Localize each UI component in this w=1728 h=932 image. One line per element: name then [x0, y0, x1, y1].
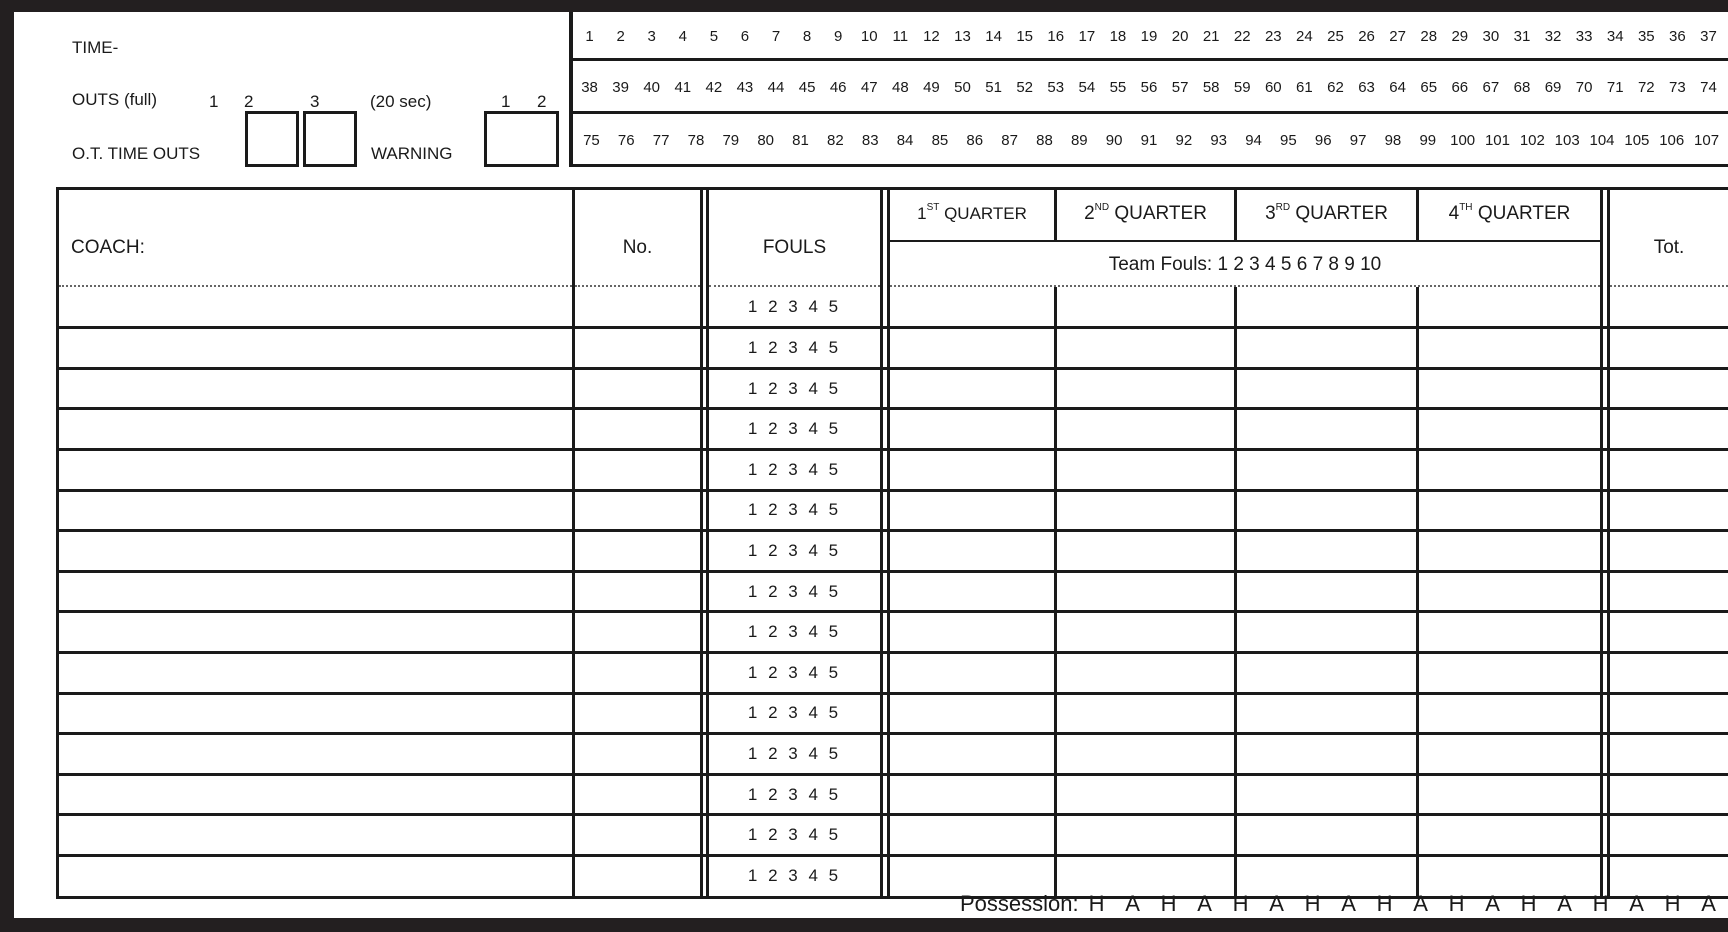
- timeout-number[interactable]: 34: [1606, 28, 1624, 45]
- possession-mark[interactable]: H: [1304, 891, 1321, 916]
- timeout-number[interactable]: 14: [985, 28, 1002, 45]
- quarter-header-divider: [887, 240, 1603, 242]
- column-divider-coach: [572, 187, 575, 899]
- timeout-number[interactable]: 8: [802, 28, 812, 45]
- row-divider: [59, 610, 1728, 613]
- possession-mark[interactable]: H: [1520, 891, 1537, 916]
- player-fouls-8[interactable]: 1 2 3 4 5: [747, 581, 842, 601]
- timeout-number[interactable]: 60: [1264, 79, 1282, 96]
- timeout-number[interactable]: 79: [722, 132, 740, 149]
- quarter-divider-3: [1416, 287, 1419, 899]
- player-fouls-10[interactable]: 1 2 3 4 5: [747, 662, 842, 682]
- timeout-number[interactable]: 35: [1637, 28, 1655, 45]
- timeout-number[interactable]: 19: [1140, 28, 1158, 45]
- timeout-number[interactable]: 74: [1700, 79, 1717, 96]
- timeout-number[interactable]: 39: [612, 79, 629, 96]
- coach-label: COACH:: [71, 237, 145, 258]
- timeout-number[interactable]: 37: [1700, 28, 1717, 45]
- timeout-number[interactable]: 59: [1233, 79, 1251, 96]
- timeout-number[interactable]: 29: [1451, 28, 1469, 45]
- timeout-number[interactable]: 69: [1544, 79, 1562, 96]
- timeout-number[interactable]: 58: [1202, 79, 1220, 96]
- row-divider: [59, 570, 1728, 573]
- row-divider: [59, 813, 1728, 816]
- possession-mark[interactable]: A: [1413, 891, 1428, 916]
- outs-full-number-3: 3: [310, 92, 320, 111]
- timeout-number[interactable]: 66: [1451, 79, 1469, 96]
- ot-timeout-box-1[interactable]: [245, 111, 299, 167]
- timeout-number[interactable]: 53: [1047, 79, 1065, 96]
- timeout-number[interactable]: 5: [709, 28, 719, 45]
- possession-mark[interactable]: A: [1197, 891, 1212, 916]
- timeout-number[interactable]: 99: [1419, 132, 1437, 149]
- player-fouls-5[interactable]: 1 2 3 4 5: [747, 459, 842, 479]
- ot-timeouts-label: O.T. TIME OUTS: [72, 144, 201, 163]
- timeout-number[interactable]: 100: [1450, 132, 1476, 149]
- timeout-number[interactable]: 61: [1296, 79, 1313, 96]
- timeout-number[interactable]: 36: [1669, 28, 1686, 45]
- timeout-number[interactable]: 104: [1589, 132, 1615, 149]
- timeout-number[interactable]: 90: [1105, 132, 1123, 149]
- timeout-number[interactable]: 6: [740, 28, 750, 45]
- timeout-number[interactable]: 15: [1016, 28, 1034, 45]
- row-divider: [59, 448, 1728, 451]
- timeout-number[interactable]: 72: [1637, 79, 1655, 96]
- player-table: [56, 187, 1728, 901]
- quarter-3-header: 3RD QUARTER: [1265, 202, 1388, 224]
- timeout-number[interactable]: 30: [1482, 28, 1500, 45]
- quarter-divider-1: [1054, 287, 1057, 899]
- player-fouls-14[interactable]: 1 2 3 4 5: [747, 825, 842, 845]
- ot-timeout-box-2[interactable]: [303, 111, 357, 167]
- timeout-number[interactable]: 48: [892, 79, 909, 96]
- timeout-number[interactable]: 54: [1078, 79, 1096, 96]
- outs-full-number-1: 1: [209, 92, 219, 111]
- fouls-column-header: FOULS: [762, 237, 827, 258]
- timeout-number[interactable]: 42: [705, 79, 723, 96]
- warning-label: WARNING: [371, 144, 453, 163]
- possession-mark[interactable]: A: [1629, 891, 1644, 916]
- timeout-numbers-row-1: [574, 12, 1724, 62]
- timeout-number[interactable]: 77: [652, 132, 670, 149]
- timeout-number[interactable]: 24: [1296, 28, 1313, 45]
- possession-mark[interactable]: A: [1557, 891, 1572, 916]
- timeout-number[interactable]: 10: [860, 28, 878, 45]
- quarter-4-header: 4TH QUARTER: [1448, 202, 1571, 224]
- timeout-number[interactable]: 22: [1233, 28, 1251, 45]
- possession-mark[interactable]: A: [1701, 891, 1716, 916]
- possession-mark[interactable]: H: [1376, 891, 1393, 916]
- timeout-number[interactable]: 17: [1078, 28, 1096, 45]
- row-divider: [59, 692, 1728, 695]
- timeout-number[interactable]: 67: [1482, 79, 1500, 96]
- possession-mark[interactable]: H: [1448, 891, 1465, 916]
- timeout-number[interactable]: 65: [1420, 79, 1438, 96]
- table-left-border: [56, 187, 59, 899]
- timeout-number[interactable]: 89: [1070, 132, 1088, 149]
- timeout-number[interactable]: 106: [1659, 132, 1685, 149]
- timeout-number[interactable]: 21: [1202, 28, 1220, 45]
- timeout-number[interactable]: 33: [1575, 28, 1593, 45]
- timeout-number[interactable]: 71: [1606, 79, 1624, 96]
- row-divider: [59, 773, 1728, 776]
- player-fouls-9[interactable]: 1 2 3 4 5: [747, 622, 842, 642]
- row-divider: [59, 367, 1728, 370]
- column-divider-no-a: [700, 187, 703, 899]
- row-divider: [59, 489, 1728, 492]
- header-dotted-line-no: [575, 285, 700, 287]
- column-divider-fouls-b: [887, 187, 890, 899]
- timeout-number[interactable]: 75: [583, 132, 600, 149]
- twenty-sec-label: (20 sec): [370, 92, 432, 111]
- timeout-number[interactable]: 43: [736, 79, 754, 96]
- player-fouls-11[interactable]: 1 2 3 4 5: [747, 703, 842, 723]
- possession-label: Possession:: [960, 891, 1079, 916]
- timeout-number[interactable]: 70: [1575, 79, 1593, 96]
- timeout-number[interactable]: 27: [1389, 28, 1406, 45]
- timeout-number[interactable]: 107: [1694, 132, 1720, 149]
- timeout-number[interactable]: 64: [1389, 79, 1406, 96]
- timeout-number[interactable]: 18: [1109, 28, 1127, 45]
- timeout-number[interactable]: 56: [1140, 79, 1158, 96]
- player-fouls-3[interactable]: 1 2 3 4 5: [747, 378, 842, 398]
- timeout-number[interactable]: 32: [1544, 28, 1562, 45]
- timeout-number[interactable]: 95: [1280, 132, 1297, 149]
- outs-full-number-2: 2: [244, 92, 254, 111]
- header-dotted-line-coach: [59, 285, 572, 287]
- timeout-number[interactable]: 20: [1171, 28, 1189, 45]
- number-grid-left-border: [569, 12, 573, 167]
- possession-mark[interactable]: A: [1125, 891, 1140, 916]
- timeout-number[interactable]: 26: [1358, 28, 1375, 45]
- timeout-number[interactable]: 63: [1358, 79, 1375, 96]
- timeout-number[interactable]: 94: [1245, 132, 1262, 149]
- timeout-number[interactable]: 91: [1140, 132, 1158, 149]
- timeout-number[interactable]: 49: [923, 79, 940, 96]
- timeout-number[interactable]: 68: [1513, 79, 1531, 96]
- number-column-header: No.: [622, 237, 653, 258]
- timeout-number[interactable]: 25: [1327, 28, 1344, 45]
- timeout-number[interactable]: 45: [798, 79, 816, 96]
- timeout-number[interactable]: 76: [617, 132, 635, 149]
- timeout-number[interactable]: 55: [1109, 79, 1127, 96]
- timeout-number[interactable]: 1: [585, 28, 594, 45]
- possession-mark[interactable]: A: [1341, 891, 1356, 916]
- timeout-number[interactable]: 9: [834, 28, 843, 45]
- player-fouls-6[interactable]: 1 2 3 4 5: [747, 500, 842, 520]
- timeout-number[interactable]: 51: [985, 79, 1002, 96]
- possession-sequence: [1079, 891, 1727, 916]
- player-fouls-2[interactable]: 1 2 3 4 5: [747, 337, 842, 357]
- timeout-number[interactable]: 2: [616, 28, 625, 45]
- timeout-number[interactable]: 46: [829, 79, 847, 96]
- quarter-2-header: 2ND QUARTER: [1084, 202, 1207, 224]
- timeout-number[interactable]: 13: [954, 28, 971, 45]
- timeout-number[interactable]: 105: [1624, 132, 1650, 149]
- player-fouls-7[interactable]: 1 2 3 4 5: [747, 540, 842, 560]
- row-divider: [59, 732, 1728, 735]
- player-fouls-15[interactable]: 1 2 3 4 5: [747, 865, 842, 885]
- timeout-number[interactable]: 102: [1519, 132, 1545, 149]
- possession-mark[interactable]: H: [1232, 891, 1249, 916]
- timeout-number[interactable]: 50: [954, 79, 971, 96]
- quarter-divider-2: [1234, 287, 1237, 899]
- timeout-number[interactable]: 57: [1171, 79, 1189, 96]
- possession-arrow-tracker: [960, 890, 1727, 918]
- timeout-number[interactable]: 73: [1669, 79, 1686, 96]
- possession-mark[interactable]: A: [1269, 891, 1284, 916]
- twenty-sec-number-2: 2: [537, 92, 547, 111]
- player-fouls-1[interactable]: 1 2 3 4 5: [747, 297, 842, 317]
- timeout-number[interactable]: 87: [1001, 132, 1018, 149]
- timeout-number[interactable]: 31: [1513, 28, 1531, 45]
- player-fouls-12[interactable]: 1 2 3 4 5: [747, 743, 842, 763]
- timeout-number[interactable]: 88: [1036, 132, 1053, 149]
- header-dotted-line-fouls: [709, 285, 880, 287]
- possession-mark[interactable]: H: [1160, 891, 1177, 916]
- timeout-number[interactable]: 98: [1384, 132, 1402, 149]
- timeout-number[interactable]: 80: [757, 132, 774, 149]
- timeout-number[interactable]: 97: [1349, 132, 1367, 149]
- timeout-number[interactable]: 92: [1175, 132, 1193, 149]
- warning-box[interactable]: [484, 111, 559, 167]
- timeout-number[interactable]: 93: [1210, 132, 1228, 149]
- header-dotted-line-quarters: [890, 285, 1600, 287]
- row-divider: [59, 407, 1728, 410]
- timeout-number[interactable]: 44: [767, 79, 785, 96]
- column-divider-fouls-a: [880, 187, 883, 899]
- row-divider: [59, 651, 1728, 654]
- timeout-number[interactable]: 85: [931, 132, 949, 149]
- time-outs-label: TIME-: [72, 38, 119, 57]
- timeout-number[interactable]: 81: [792, 132, 809, 149]
- timeout-number[interactable]: 62: [1327, 79, 1344, 96]
- timeout-number[interactable]: 84: [896, 132, 914, 149]
- timeout-number[interactable]: 38: [581, 79, 598, 96]
- possession-mark[interactable]: H: [1664, 891, 1681, 916]
- row-divider: [59, 529, 1728, 532]
- possession-mark[interactable]: A: [1485, 891, 1500, 916]
- timeout-number[interactable]: 83: [861, 132, 879, 149]
- timeout-number[interactable]: 16: [1047, 28, 1065, 45]
- timeout-number[interactable]: 40: [643, 79, 661, 96]
- timeout-number[interactable]: 96: [1314, 132, 1332, 149]
- outs-full-label: OUTS (full): [72, 90, 157, 109]
- timeout-number[interactable]: 78: [687, 132, 705, 149]
- timeout-number[interactable]: 103: [1554, 132, 1580, 149]
- timeout-number[interactable]: 3: [647, 28, 656, 45]
- row-divider: [59, 854, 1728, 857]
- timeout-numbers-row-2: [574, 63, 1724, 113]
- timeout-number[interactable]: 23: [1264, 28, 1282, 45]
- player-fouls-4[interactable]: 1 2 3 4 5: [747, 419, 842, 439]
- timeout-number[interactable]: 52: [1016, 79, 1034, 96]
- timeout-number[interactable]: 82: [827, 132, 844, 149]
- timeout-number[interactable]: 47: [860, 79, 878, 96]
- twenty-sec-number-1: 1: [501, 92, 511, 111]
- timeout-numbers-row-3: [574, 116, 1724, 166]
- timeout-number[interactable]: 28: [1420, 28, 1438, 45]
- timeout-number[interactable]: 12: [923, 28, 940, 45]
- column-divider-total-b: [1607, 187, 1610, 899]
- player-fouls-13[interactable]: 1 2 3 4 5: [747, 784, 842, 804]
- timeout-number[interactable]: 41: [674, 79, 692, 96]
- timeout-number[interactable]: 11: [892, 28, 909, 45]
- team-fouls-label: Team Fouls: 1 2 3 4 5 6 7 8 9 10: [1108, 254, 1382, 275]
- timeout-number[interactable]: 4: [678, 28, 687, 45]
- row-divider: [59, 326, 1728, 329]
- quarter-1-header: 1ST QUARTER: [917, 202, 1027, 223]
- timeout-number[interactable]: 86: [966, 132, 984, 149]
- table-top-border: [56, 187, 1728, 190]
- scoresheet: [14, 12, 1728, 918]
- possession-mark[interactable]: H: [1592, 891, 1609, 916]
- header-dotted-line-total: [1610, 285, 1728, 287]
- total-column-header: Tot.: [1653, 237, 1685, 258]
- timeout-number[interactable]: 7: [771, 28, 781, 45]
- column-divider-total-a: [1600, 187, 1603, 899]
- timeout-number[interactable]: 101: [1484, 132, 1510, 149]
- possession-mark[interactable]: H: [1088, 891, 1105, 916]
